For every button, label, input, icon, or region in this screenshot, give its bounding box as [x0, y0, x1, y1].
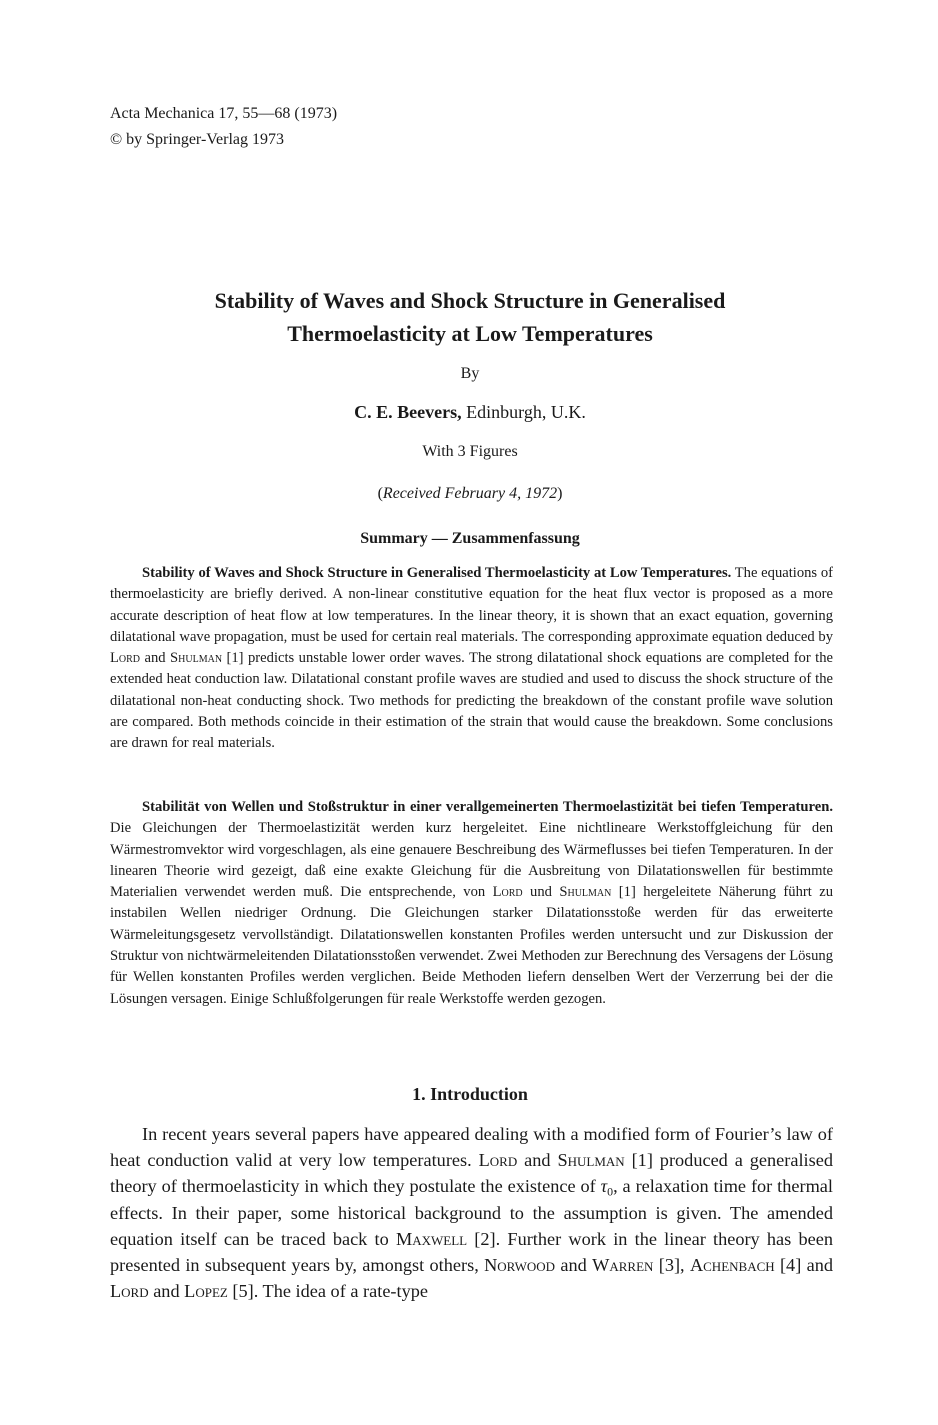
intro-text-6: [4] and	[774, 1255, 833, 1276]
tau-symbol: τ	[600, 1176, 608, 1197]
intro-text-1: In recent years several papers have appeared dealing with a modified form of Fourier’s law of heat conduction valid at very low temperatures.	[110, 1124, 833, 1171]
intro-text-3: , a relaxation time for thermal effects. In their paper, some historical background to the assumption is given. The amended equation itself can be traced back to	[110, 1176, 833, 1249]
intro-ref-achenbach: Achenbach	[689, 1255, 775, 1276]
abstract-english-text-1: The equations of thermoelasticity are briefly derived. A non-linear constitutive equation for the heat flux vector is proposed as a more accurate description of heat flow at low temperatures. In the linear theory, it is shown that an exact equation, governing dilatational wave propagation, must be used for certain real materials. The corresponding approximate equation deduced by	[110, 565, 833, 645]
intro-ref-norwood: Norwood	[484, 1255, 556, 1276]
abstract-english-paragraph	[110, 563, 833, 755]
title-line-2: Thermoelasticity at Low Temperatures	[287, 321, 653, 346]
abstract-english-and: and	[140, 650, 171, 667]
abstract-german-paragraph	[110, 797, 833, 1010]
received-text: Received February 4, 1972	[382, 485, 558, 502]
author-name: C. E. Beevers,	[354, 402, 462, 422]
abstract-german-text-1: Die Gleichungen der Thermoelastizität werden kurz hergeleitet. Eine nichtlineare Werkstoffgleichung für den Wärmestromvektor wird vorgeschlagen, als eine genauere Beschreibung des Wärmeflusses bei tiefen Temperaturen. In der linearen Theorie wird gezeigt, daß eine exakte Gleichung für die Ausbreitung von Dilatationswellen für bestimmte Materialien verwendet werden muß. Die entsprechende, von	[110, 820, 833, 901]
abstract-english	[110, 563, 833, 755]
intro-ref-lord-2: Lord	[110, 1281, 149, 1302]
by-label: By	[460, 365, 480, 382]
intro-ref-lopez: Lopez	[184, 1281, 228, 1302]
intro-ref-maxwell: Maxwell	[395, 1228, 468, 1249]
author-line	[100, 398, 840, 426]
abstract-german-lead: Stabilität von Wellen und Stoßstruktur in einer verallgemeinerten Thermoelastizität bei tiefen Temperaturen.	[142, 799, 833, 815]
abstract-english-lead: Stability of Waves and Shock Structure in Generalised Thermoelasticity at Low Temperatures.	[142, 565, 732, 581]
title-line-1: Stability of Waves and Shock Structure in Generalised	[214, 288, 726, 313]
intro-ref-shulman: Shulman	[557, 1150, 625, 1171]
received-date	[100, 482, 840, 506]
intro-and-2: and	[555, 1255, 593, 1276]
intro-and-3: and	[148, 1281, 185, 1302]
author-location: Edinburgh, U.K.	[466, 402, 586, 422]
received-paren-open: (	[377, 485, 383, 502]
section-heading-introduction: 1. Introduction	[412, 1084, 528, 1104]
intro-text-7: [5]. The idea of a rate-type	[227, 1281, 428, 1302]
intro-and-1: and	[517, 1150, 558, 1171]
author-ref-shulman: Shulman	[170, 650, 223, 667]
summary-heading: Summary — Zusammenfassung	[360, 530, 580, 547]
paper-title	[100, 284, 840, 350]
intro-ref-warren: Warren	[592, 1255, 654, 1276]
abstract-german-und: und	[522, 884, 560, 901]
journal-citation: Acta Mechanica 17, 55—68 (1973)	[110, 105, 338, 122]
author-ref-lord: Lord	[110, 650, 141, 667]
received-paren-close: )	[557, 485, 563, 502]
tau-subscript: 0	[607, 1184, 614, 1199]
author-ref-shulman-de: Shulman	[559, 884, 612, 901]
journal-header	[110, 101, 337, 153]
introduction-paragraph	[110, 1121, 833, 1304]
intro-text-5: [3],	[653, 1255, 690, 1276]
abstract-english-text-2: [1] predicts unstable lower order waves. The strong dilatational shock equations are completed for the extended heat conduction law. Dilatational constant profile waves are studied and used to discuss the shock structure of the dilatational non-heat conducting shock. Two methods for predicting the breakdown of the constant profile wave solution are compared. Both methods coincide in their estimation of the strain that would cause the breakdown. Some conclusions are drawn for real materials.	[110, 650, 833, 752]
intro-text-2: [1] produced a generalised theory of thermoelasticity in which they postulate the existence of	[110, 1150, 833, 1197]
abstract-german-text-2: [1] hergeleitete Näherung führt zu instabilen Wellen niedriger Ordnung. Die Gleichungen starker Dilatationsstoße werden für das erweiterte Wärmeleitungsgesetz vervollständigt. Dilatationswellen konstanten Profiles werden untersucht und zur Diskussion der Struktur von nichtwärmeleitenden Dilatationsstoßen verwendet. Zwei Methoden zur Berechnung des Versagens der Lösung für Wellen konstanten Profiles werden verglichen. Beide Methoden liefern denselben Wert der Verzerrung bei der die Lösungen versagen. Einige Schlußfolgerungen für reale Werkstoffe werden gezogen.	[110, 884, 833, 1007]
abstract-german	[110, 797, 833, 1010]
intro-text-4: [2]. Further work in the linear theory has been presented in subsequent years by, amongst others,	[110, 1228, 833, 1276]
copyright-line: © by Springer-Verlag 1973	[110, 131, 285, 148]
author-ref-lord-de: Lord	[492, 884, 523, 901]
figures-note: With 3 Figures	[422, 443, 518, 460]
intro-ref-lord: Lord	[478, 1150, 518, 1171]
